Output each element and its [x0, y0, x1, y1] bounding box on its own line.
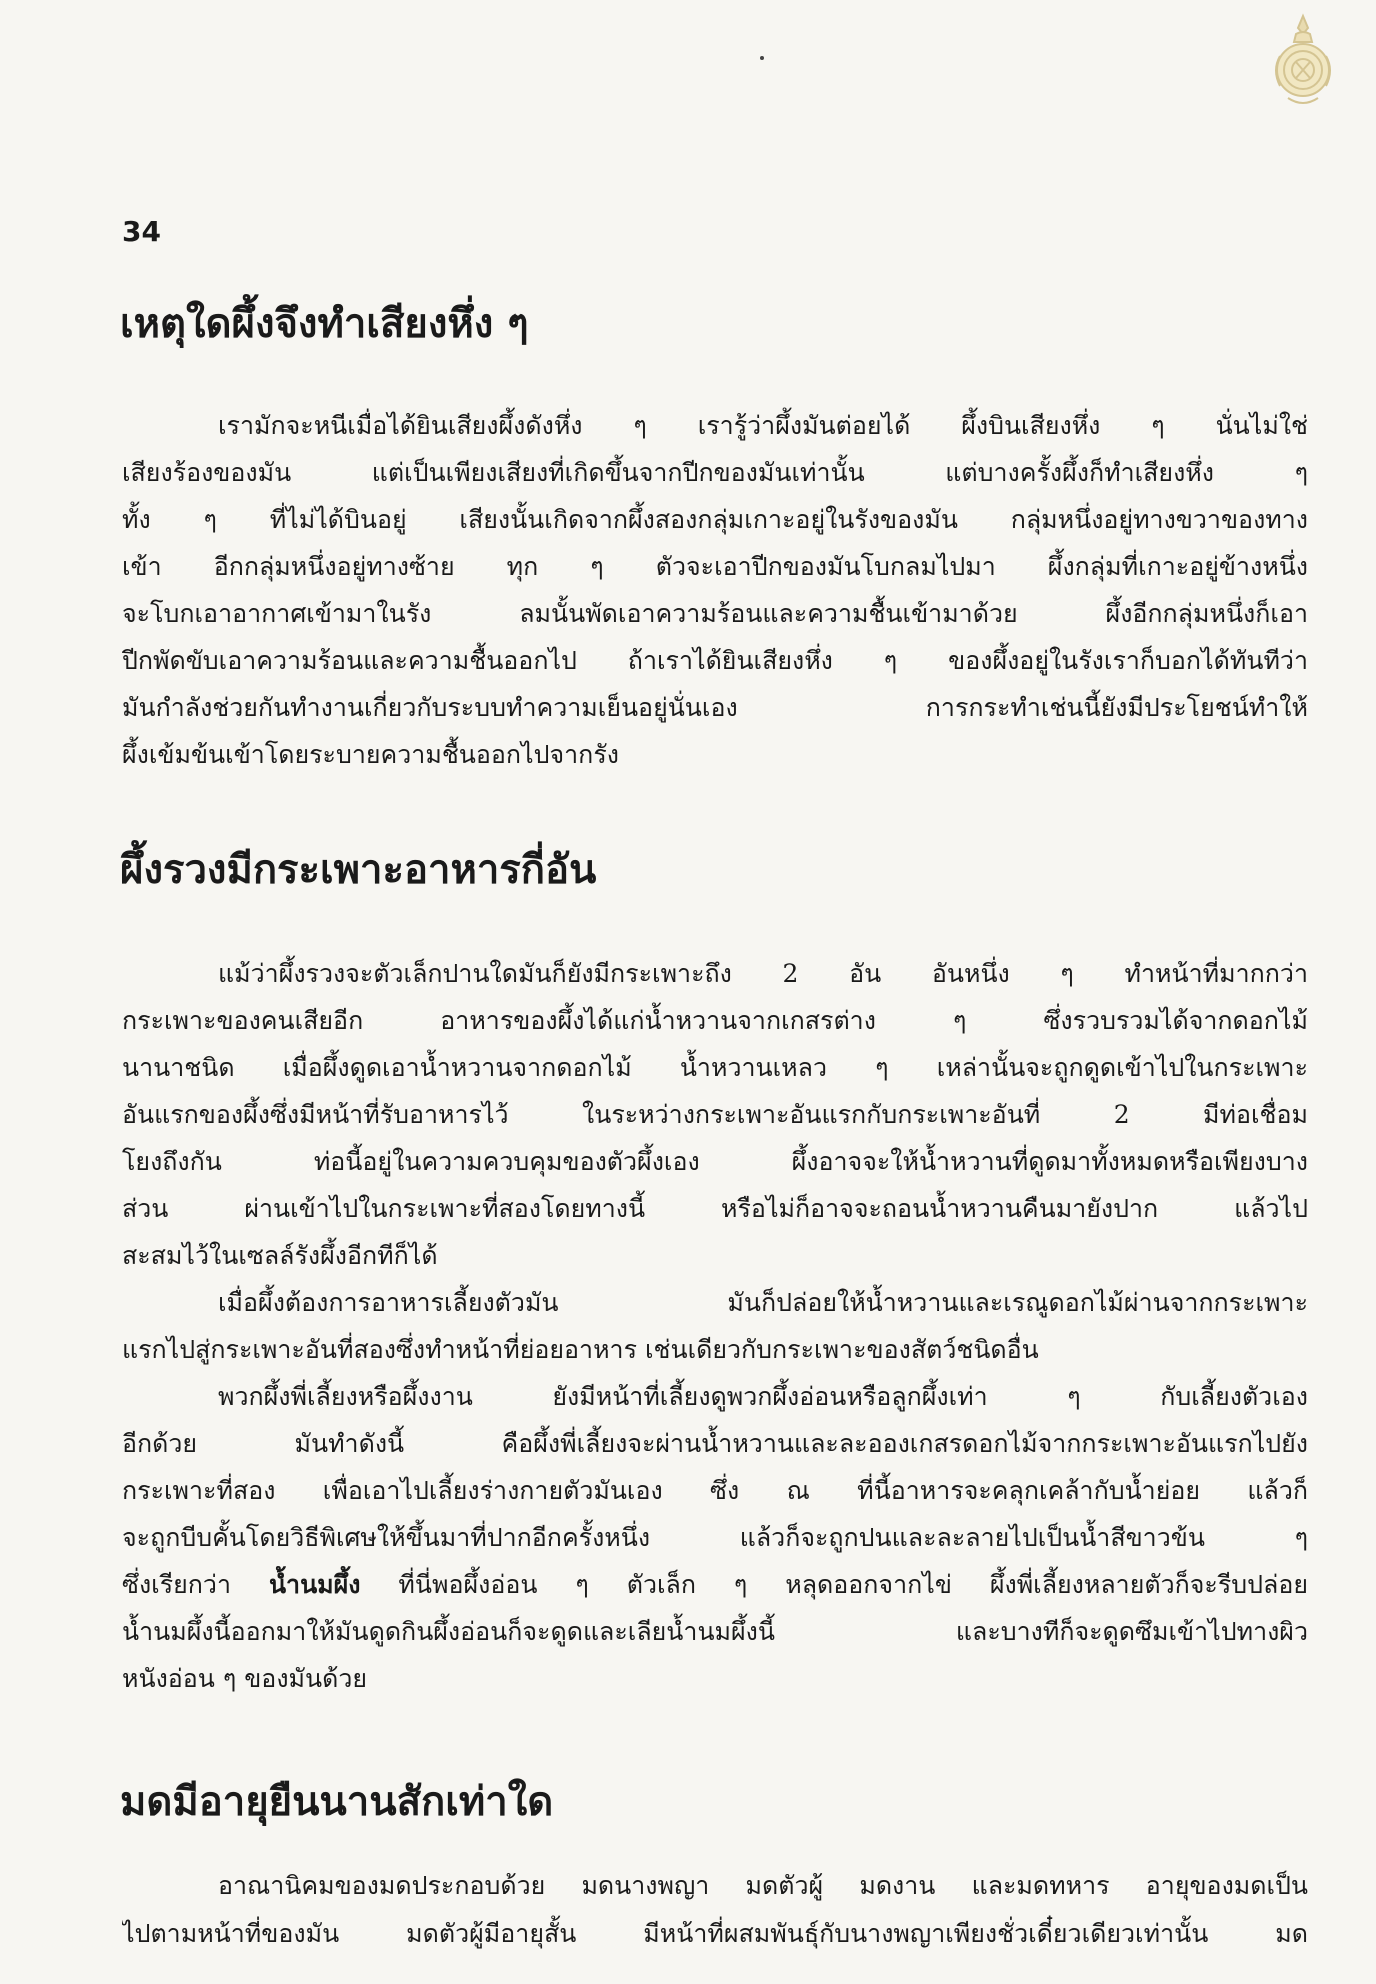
- paragraph-line: เข้า อีกกลุ่มหนึ่งอยู่ทางซ้าย ทุก ๆ ตัวจะเอาปีกของมันโบกลมไปมา ผึ้งกลุ่มที่เกาะอยู่ข้างหนึ่ง: [122, 552, 1308, 581]
- paragraph-line: จะโบกเอาอากาศเข้ามาในรัง ลมนั้นพัดเอาความร้อนและความชื้นเข้ามาด้วย ผึ้งอีกกลุ่มหนึ่งก็เอา: [122, 599, 1308, 628]
- paragraph-line: ทั้ง ๆ ที่ไม่ได้บินอยู่ เสียงนั้นเกิดจากผึ้งสองกลุ่มเกาะอยู่ในรังของมัน กลุ่มหนึ่งอยู่ทางขวาของทาง: [122, 505, 1308, 534]
- paragraph-line: พวกผึ้งพี่เลี้ยงหรือผึ้งงาน ยังมีหน้าที่เลี้ยงดูพวกผึ้งอ่อนหรือลูกผึ้งเท่า ๆ กับเลี้ยงตัวเอง: [218, 1382, 1308, 1411]
- paragraph-line: โยงถึงกัน ท่อนี้อยู่ในความควบคุมของตัวผึ้งเอง ผึ้งอาจจะให้น้ำหวานที่ดูดมาทั้งหมดหรือเพียงบาง: [122, 1147, 1308, 1176]
- paragraph-line: อาณานิคมของมดประกอบด้วย มดนางพญา มดตัวผู้ มดงาน และมดทหาร อายุของมดเป็น: [218, 1871, 1308, 1900]
- section-body-ant-lifespan: [122, 1862, 1308, 1958]
- section-heading-ant-lifespan: มดมีอายุยืนนานสักเท่าใด: [120, 1779, 554, 1825]
- paragraph-line: จะถูกบีบคั้นโดยวิธีพิเศษให้ขึ้นมาที่ปากอีกครั้งหนึ่ง แล้วก็จะถูกปนและละลายไปเป็นน้ำสีขาวข้น ๆ: [122, 1523, 1308, 1552]
- section-body-bee-buzzing: [122, 402, 1308, 778]
- paragraph-line: ผึ้งเข้มข้นเข้าโดยระบายความชื้นออกไปจากรัง: [122, 740, 619, 769]
- paragraph-line: แรกไปสู่กระเพาะอันที่สองซึ่งทำหน้าที่ย่อยอาหาร เช่นเดียวกับกระเพาะของสัตว์ชนิดอื่น: [122, 1335, 1039, 1364]
- paper-speck: [760, 56, 764, 60]
- paragraph-line: ไปตามหน้าที่ของมัน มดตัวผู้มีอายุสั้น มีหน้าที่ผสมพันธุ์กับนางพญาเพียงชั่วเดี๋ยวเดียวเท่านั้น มด: [122, 1919, 1308, 1948]
- paragraph-fragment: ซึ่งเรียกว่า: [122, 1570, 232, 1599]
- paragraph-line: ส่วน ผ่านเข้าไปในกระเพาะที่สองโดยทางนี้ หรือไม่ก็อาจจะถอนน้ำหวานคืนมายังปาก แล้วไป: [122, 1194, 1308, 1223]
- bold-term-royal-jelly: น้ำนมผึ้ง: [268, 1570, 361, 1599]
- paragraph-line: อีกด้วย มันทำดังนี้ คือผึ้งพี่เลี้ยงจะผ่านน้ำหวานและละอองเกสรดอกไม้จากกระเพาะอันแรกไปยัง: [122, 1429, 1308, 1458]
- paragraph-line: นานาชนิด เมื่อผึ้งดูดเอาน้ำหวานจากดอกไม้ น้ำหวานเหลว ๆ เหล่านั้นจะถูกดูดเข้าไปในกระเพาะ: [122, 1053, 1308, 1082]
- paragraph-fragment: ที่นี่พอผึ้งอ่อน ๆ ตัวเล็ก ๆ หลุดออกจากไข่ ผึ้งพี่เลี้ยงหลายตัวก็จะรีบปล่อย: [398, 1570, 1308, 1599]
- paragraph-line-with-term: [122, 1561, 1308, 1608]
- paragraph-line: กระเพาะของคนเสียอีก อาหารของผึ้งได้แก่น้ำหวานจากเกสรต่าง ๆ ซึ่งรวบรวมได้จากดอกไม้: [122, 1006, 1308, 1035]
- paragraph-line: หนังอ่อน ๆ ของมันด้วย: [122, 1664, 368, 1693]
- section-heading-bee-buzzing: เหตุใดผึ้งจึงทำเสียงหึ่ง ๆ: [120, 301, 529, 347]
- paragraph-line: อันแรกของผึ้งซึ่งมีหน้าที่รับอาหารไว้ ในระหว่างกระเพาะอันแรกกับกระเพาะอันที่ 2 มีท่อเชื่อม: [122, 1100, 1308, 1129]
- garuda-seal-icon: [1268, 12, 1338, 112]
- paragraph-line: กระเพาะที่สอง เพื่อเอาไปเลี้ยงร่างกายตัวมันเอง ซึ่ง ณ ที่นี้อาหารจะคลุกเคล้ากับน้ำย่อย แล้วก็: [122, 1476, 1308, 1505]
- paragraph-line: มันกำลังช่วยกันทำงานเกี่ยวกับระบบทำความเย็นอยู่นั่นเอง การกระทำเช่นนี้ยังมีประโยชน์ทำให้: [122, 693, 1308, 722]
- page-number: 34: [122, 215, 161, 248]
- paragraph-line: น้ำนมผึ้งนี้ออกมาให้มันดูดกินผึ้งอ่อนก็จะดูดและเลียน้ำนมผึ้งนี้ และบางทีก็จะดูดซึมเข้าไปทางผิว: [122, 1617, 1308, 1646]
- paragraph-line: ปีกพัดขับเอาความร้อนและความชื้นออกไป ถ้าเราได้ยินเสียงหึ่ง ๆ ของผึ้งอยู่ในรังเราก็บอกได้ทันทีว่า: [122, 646, 1308, 675]
- paragraph-line: แม้ว่าผึ้งรวงจะตัวเล็กปานใดมันก็ยังมีกระเพาะถึง 2 อัน อันหนึ่ง ๆ ทำหน้าที่มากกว่า: [218, 959, 1308, 988]
- paragraph-line: สะสมไว้ในเซลล์รังผึ้งอีกทีก็ได้: [122, 1241, 438, 1270]
- section-heading-bee-stomachs: ผึ้งรวงมีกระเพาะอาหารกี่อัน: [120, 847, 597, 893]
- paragraph-line: เมื่อผึ้งต้องการอาหารเลี้ยงตัวมัน มันก็ปล่อยให้น้ำหวานและเรณูดอกไม้ผ่านจากกระเพาะ: [218, 1288, 1308, 1317]
- section-body-bee-stomachs: [122, 950, 1308, 1702]
- paragraph-line: เรามักจะหนีเมื่อได้ยินเสียงผึ้งดังหึ่ง ๆ เรารู้ว่าผึ้งมันต่อยได้ ผึ้งบินเสียงหึ่ง ๆ นั่นไม่ใช่: [218, 411, 1308, 440]
- paragraph-line: เสียงร้องของมัน แต่เป็นเพียงเสียงที่เกิดขึ้นจากปีกของมันเท่านั้น แต่บางครั้งผึ้งก็ทำเสียงหึ่ง ๆ: [122, 458, 1308, 487]
